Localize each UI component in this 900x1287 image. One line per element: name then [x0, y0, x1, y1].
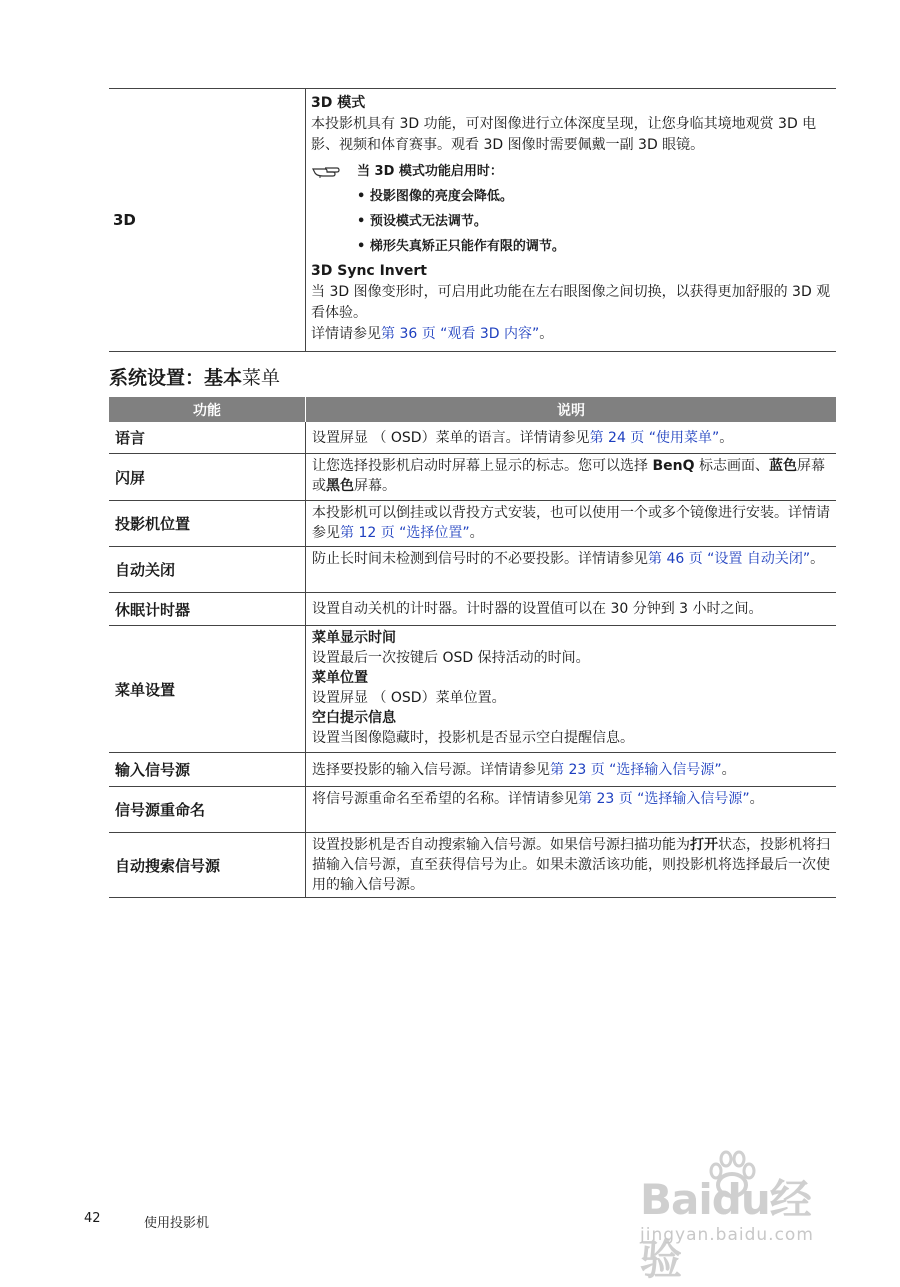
3d-mode-title: 3D 模式 — [311, 95, 366, 111]
row-description — [306, 547, 836, 592]
reference-link-page-12[interactable]: 第 12 页 “选择位置” — [340, 525, 470, 541]
row-description — [306, 787, 836, 832]
table-row — [109, 422, 836, 454]
3d-sync-invert-description: 当 3D 图像变形时，可启用此功能在左右眼图像之间切换，以获得更加舒服的 3D 观看体验。 — [311, 284, 831, 321]
row-label: 输入信号源 — [109, 753, 306, 786]
desc-text: 让您选择投影机启动时屏幕上显示的标志。您可以选择 — [312, 458, 653, 474]
watermark-logo: Baidu经验 — [640, 1175, 811, 1284]
desc-text: 设置屏显 （ OSD）菜单的语言。详情请参见 — [312, 429, 590, 446]
reference-suffix: 。 — [539, 326, 554, 342]
menu-position-text: 设置屏显 （ OSD）菜单位置。 — [312, 690, 506, 706]
note-item: • 梯形失真矫正只能作有限的调节。 — [357, 239, 565, 254]
note-heading: 当 3D 模式功能启用时： — [357, 164, 503, 179]
basic-menu-table — [109, 397, 836, 898]
row-label: 休眠计时器 — [109, 593, 306, 625]
desc-text: 选择要投影的输入信号源。详情请参见 — [312, 761, 550, 778]
row-label: 菜单设置 — [109, 626, 306, 752]
note-item: • 预设模式无法调节。 — [357, 214, 487, 229]
row-description-3d — [311, 93, 833, 345]
table-row — [109, 787, 836, 833]
table-row — [109, 547, 836, 593]
desc-suffix: 。 — [749, 791, 764, 807]
row-label: 投影机位置 — [109, 501, 306, 546]
reference-prefix: 详情请参见 — [311, 326, 381, 342]
section-heading-bold: 系统设置：基本 — [109, 367, 243, 389]
header-description: 说明 — [557, 402, 585, 419]
column-divider — [305, 89, 306, 351]
desc-bold: 黑色 — [326, 478, 354, 494]
row-label: 闪屏 — [109, 454, 306, 500]
desc-text: 屏幕。 — [354, 478, 396, 494]
baidu-watermark — [640, 1145, 850, 1284]
blank-reminder-title: 空白提示信息 — [312, 710, 396, 726]
reference-link-page-36[interactable]: 第 36 页 “观看 3D 内容” — [381, 326, 540, 342]
3d-settings-table — [109, 88, 836, 352]
desc-text: 标志画面、 — [694, 458, 769, 474]
reference-link-page-23[interactable]: 第 23 页 “选择输入信号源” — [578, 791, 750, 807]
table-row — [109, 593, 836, 626]
section-heading — [109, 365, 280, 391]
row-description — [306, 501, 836, 546]
desc-text: 本投影机可以倒挂或以背投方式安装，也可以使用一个或多个镜像进行安装。详情请参见 — [312, 505, 830, 541]
row-description — [306, 422, 836, 453]
note-item: • 投影图像的亮度会降低。 — [357, 189, 513, 204]
table-row — [109, 501, 836, 547]
desc-bold: 打开 — [690, 837, 718, 853]
row-description — [306, 833, 836, 897]
row-label: 信号源重命名 — [109, 787, 306, 832]
reference-link-page-24[interactable]: 第 24 页 “使用菜单” — [589, 429, 720, 446]
row-label: 自动关闭 — [109, 547, 306, 592]
reference-link-page-46[interactable]: 第 46 页 “设置 自动关闭” — [648, 551, 811, 567]
footer-title: 使用投影机 — [144, 1216, 210, 1231]
desc-text: 将信号源重命名至希望的名称。详情请参见 — [312, 791, 578, 807]
table-row — [109, 626, 836, 753]
blank-reminder-text: 设置当图像隐藏时，投影机是否显示空白提醒信息。 — [312, 730, 634, 746]
table-row — [109, 833, 836, 898]
3d-mode-description: 本投影机具有 3D 功能，可对图像进行立体深度呈现，让您身临其境地观赏 3D 电影、视频和体育赛事。观看 3D 图像时需要佩戴一副 3D 眼镜。 — [311, 116, 817, 153]
desc-bold: 蓝色 — [768, 458, 797, 474]
desc-text: 防止长时间未检测到信号时的不必要投影。详情请参见 — [312, 551, 648, 567]
desc-suffix: 。 — [721, 761, 736, 778]
header-function: 功能 — [109, 397, 306, 422]
row-label-3d: 3D — [113, 211, 136, 229]
desc-text: 状态，投影机将扫描输入信号源，直至获得信号为止。如果未激活该功能，则投影机将选择最后一次使用的输入信号源。 — [312, 837, 830, 893]
row-label: 自动搜索信号源 — [109, 833, 306, 897]
reference-line — [311, 324, 833, 345]
note-block — [311, 160, 833, 259]
desc-bold: BenQ — [652, 458, 695, 474]
section-heading-normal: 菜单 — [242, 367, 281, 389]
table-row — [109, 753, 836, 787]
pointing-hand-icon — [311, 160, 341, 180]
row-description — [306, 753, 836, 786]
watermark-url: jingyan.baidu.com — [640, 1225, 814, 1245]
3d-sync-invert-title: 3D Sync Invert — [311, 263, 427, 279]
row-description — [306, 454, 836, 500]
menu-display-time-title: 菜单显示时间 — [312, 630, 396, 646]
table-header — [109, 397, 836, 422]
reference-link-page-23[interactable]: 第 23 页 “选择输入信号源” — [550, 761, 722, 778]
menu-position-title: 菜单位置 — [312, 670, 368, 686]
desc-text: 设置自动关机的计时器。计时器的设置值可以在 30 分钟到 3 小时之间。 — [312, 601, 763, 617]
desc-suffix: 。 — [810, 551, 825, 567]
row-label: 语言 — [109, 422, 306, 453]
desc-suffix: 。 — [719, 429, 734, 446]
table-row — [109, 454, 836, 501]
menu-display-time-text: 设置最后一次按键后 OSD 保持活动的时间。 — [312, 650, 590, 666]
desc-text: 屏幕或 — [312, 458, 825, 494]
row-description — [306, 593, 836, 625]
page-number: 42 — [84, 1211, 101, 1226]
desc-text: 设置投影机是否自动搜索输入信号源。如果信号源扫描功能为 — [312, 837, 690, 853]
row-description — [306, 626, 836, 752]
desc-suffix: 。 — [469, 525, 484, 541]
